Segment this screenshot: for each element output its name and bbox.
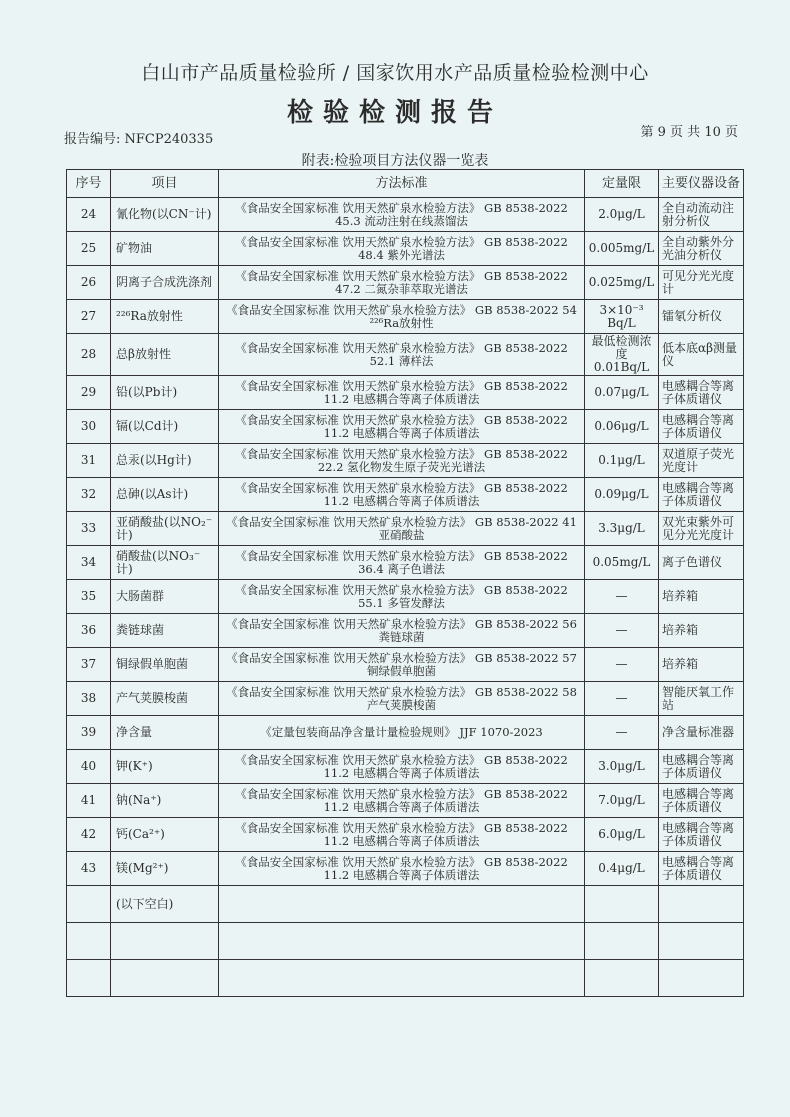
row-item: 矿物油 bbox=[111, 232, 219, 266]
blank-row bbox=[67, 960, 744, 997]
row-equipment: 净含量标准器 bbox=[659, 716, 744, 750]
row-equipment: 电感耦合等离子体质谱仪 bbox=[659, 376, 744, 410]
row-limit: 0.005mg/L bbox=[585, 232, 659, 266]
table-row bbox=[67, 682, 744, 716]
row-no: 43 bbox=[67, 852, 111, 886]
row-no: 25 bbox=[67, 232, 111, 266]
row-limit: — bbox=[585, 648, 659, 682]
table-row bbox=[67, 580, 744, 614]
row-method: 《食品安全国家标准 饮用天然矿泉水检验方法》 GB 8538-2022 11.2 电感耦合等离子体质谱法 bbox=[219, 376, 585, 410]
row-equipment: 低本底αβ测量仪 bbox=[659, 334, 744, 376]
row-method: 《食品安全国家标准 饮用天然矿泉水检验方法》 GB 8538-2022 41 亚硝酸盐 bbox=[219, 512, 585, 546]
row-item: 净含量 bbox=[111, 716, 219, 750]
row-no: 37 bbox=[67, 648, 111, 682]
row-no: 28 bbox=[67, 334, 111, 376]
row-item: 镉(以Cd计) bbox=[111, 410, 219, 444]
row-item: 亚硝酸盐(以NO₂⁻计) bbox=[111, 512, 219, 546]
row-equipment: 双道原子荧光光度计 bbox=[659, 444, 744, 478]
row-item: 阴离子合成洗涤剂 bbox=[111, 266, 219, 300]
row-equipment: 双光束紫外可见分光光度计 bbox=[659, 512, 744, 546]
row-no: 29 bbox=[67, 376, 111, 410]
row-equipment: 镭氡分析仪 bbox=[659, 300, 744, 334]
row-no: 24 bbox=[67, 198, 111, 232]
end-note: (以下空白) bbox=[111, 886, 219, 923]
row-method: 《食品安全国家标准 饮用天然矿泉水检验方法》 GB 8538-2022 47.2 二氮杂菲萃取光谱法 bbox=[219, 266, 585, 300]
row-no: 36 bbox=[67, 614, 111, 648]
header-limit: 定量限 bbox=[585, 170, 659, 198]
row-equipment: 电感耦合等离子体质谱仪 bbox=[659, 750, 744, 784]
row-limit: — bbox=[585, 580, 659, 614]
row-equipment: 智能厌氧工作站 bbox=[659, 682, 744, 716]
report-number: 报告编号: NFCP240335 bbox=[64, 132, 214, 147]
row-equipment: 电感耦合等离子体质谱仪 bbox=[659, 478, 744, 512]
table-row bbox=[67, 198, 744, 232]
row-no: 39 bbox=[67, 716, 111, 750]
end-note-row bbox=[67, 886, 744, 923]
row-limit: 0.06μg/L bbox=[585, 410, 659, 444]
row-equipment: 培养箱 bbox=[659, 614, 744, 648]
row-equipment: 离子色谱仪 bbox=[659, 546, 744, 580]
row-equipment: 培养箱 bbox=[659, 648, 744, 682]
table-row bbox=[67, 334, 744, 376]
row-limit: — bbox=[585, 682, 659, 716]
table-row bbox=[67, 410, 744, 444]
row-item: 总汞(以Hg计) bbox=[111, 444, 219, 478]
row-no: 33 bbox=[67, 512, 111, 546]
methods-table bbox=[66, 169, 744, 997]
table-row bbox=[67, 300, 744, 334]
row-item: 粪链球菌 bbox=[111, 614, 219, 648]
row-no: 40 bbox=[67, 750, 111, 784]
table-row bbox=[67, 614, 744, 648]
row-no: 32 bbox=[67, 478, 111, 512]
row-limit: 0.1μg/L bbox=[585, 444, 659, 478]
row-no: 31 bbox=[67, 444, 111, 478]
row-item: 钾(K⁺) bbox=[111, 750, 219, 784]
row-equipment: 可见分光光度计 bbox=[659, 266, 744, 300]
row-limit: 0.05mg/L bbox=[585, 546, 659, 580]
row-limit: 0.025mg/L bbox=[585, 266, 659, 300]
row-no: 38 bbox=[67, 682, 111, 716]
report-title: 检验检测报告 bbox=[286, 98, 503, 128]
row-method: 《食品安全国家标准 饮用天然矿泉水检验方法》 GB 8538-2022 11.2 电感耦合等离子体质谱法 bbox=[219, 852, 585, 886]
row-item: 总β放射性 bbox=[111, 334, 219, 376]
row-method: 《定量包装商品净含量计量检验规则》 JJF 1070-2023 bbox=[219, 716, 585, 750]
table-row bbox=[67, 784, 744, 818]
row-equipment: 电感耦合等离子体质谱仪 bbox=[659, 818, 744, 852]
row-no: 41 bbox=[67, 784, 111, 818]
header-equipment: 主要仪器设备 bbox=[659, 170, 744, 198]
row-method: 《食品安全国家标准 饮用天然矿泉水检验方法》 GB 8538-2022 45.3 流动注射在线蒸馏法 bbox=[219, 198, 585, 232]
table-row bbox=[67, 478, 744, 512]
row-method: 《食品安全国家标准 饮用天然矿泉水检验方法》 GB 8538-2022 36.4 离子色谱法 bbox=[219, 546, 585, 580]
row-method: 《食品安全国家标准 饮用天然矿泉水检验方法》 GB 8538-2022 54 ²²⁶Ra放射性 bbox=[219, 300, 585, 334]
row-limit: — bbox=[585, 716, 659, 750]
row-limit: 2.0μg/L bbox=[585, 198, 659, 232]
row-item: 铅(以Pb计) bbox=[111, 376, 219, 410]
row-limit: 7.0μg/L bbox=[585, 784, 659, 818]
row-no: 26 bbox=[67, 266, 111, 300]
row-item: 产气荚膜梭菌 bbox=[111, 682, 219, 716]
row-item: 总砷(以As计) bbox=[111, 478, 219, 512]
table-row bbox=[67, 750, 744, 784]
row-limit: 0.4μg/L bbox=[585, 852, 659, 886]
table-row bbox=[67, 444, 744, 478]
row-method: 《食品安全国家标准 饮用天然矿泉水检验方法》 GB 8538-2022 58 产气荚膜梭菌 bbox=[219, 682, 585, 716]
row-item: ²²⁶Ra放射性 bbox=[111, 300, 219, 334]
appendix-title: 附表:检验项目方法仪器一览表 bbox=[301, 153, 489, 169]
row-limit: 6.0μg/L bbox=[585, 818, 659, 852]
table-row bbox=[67, 232, 744, 266]
row-limit: 0.07μg/L bbox=[585, 376, 659, 410]
row-method: 《食品安全国家标准 饮用天然矿泉水检验方法》 GB 8538-2022 11.2 电感耦合等离子体质谱法 bbox=[219, 818, 585, 852]
row-item: 硝酸盐(以NO₃⁻计) bbox=[111, 546, 219, 580]
row-equipment: 电感耦合等离子体质谱仪 bbox=[659, 852, 744, 886]
table-row bbox=[67, 512, 744, 546]
row-equipment: 电感耦合等离子体质谱仪 bbox=[659, 784, 744, 818]
row-no: 30 bbox=[67, 410, 111, 444]
table-row bbox=[67, 716, 744, 750]
table-row bbox=[67, 648, 744, 682]
row-equipment: 全自动紫外分光油分析仪 bbox=[659, 232, 744, 266]
row-item: 钠(Na⁺) bbox=[111, 784, 219, 818]
row-equipment: 培养箱 bbox=[659, 580, 744, 614]
table-row bbox=[67, 546, 744, 580]
header-method: 方法标准 bbox=[219, 170, 585, 198]
row-limit: 3.0μg/L bbox=[585, 750, 659, 784]
table-row bbox=[67, 376, 744, 410]
row-equipment: 全自动流动注射分析仪 bbox=[659, 198, 744, 232]
row-method: 《食品安全国家标准 饮用天然矿泉水检验方法》 GB 8538-2022 55.1 多管发酵法 bbox=[219, 580, 585, 614]
row-item: 钙(Ca²⁺) bbox=[111, 818, 219, 852]
page-number: 第 9 页 共 10 页 bbox=[640, 125, 738, 140]
header-no: 序号 bbox=[67, 170, 111, 198]
row-no: 42 bbox=[67, 818, 111, 852]
row-method: 《食品安全国家标准 饮用天然矿泉水检验方法》 GB 8538-2022 11.2 电感耦合等离子体质谱法 bbox=[219, 784, 585, 818]
row-item: 大肠菌群 bbox=[111, 580, 219, 614]
row-method: 《食品安全国家标准 饮用天然矿泉水检验方法》 GB 8538-2022 48.4 紫外光谱法 bbox=[219, 232, 585, 266]
row-limit: 0.09μg/L bbox=[585, 478, 659, 512]
organization-name: 白山市产品质量检验所 / 国家饮用水产品质量检验检测中心 bbox=[141, 62, 649, 84]
row-no: 27 bbox=[67, 300, 111, 334]
row-limit: 最低检测浓度0.01Bq/L bbox=[585, 334, 659, 376]
table-row bbox=[67, 852, 744, 886]
table-header-row bbox=[67, 170, 744, 198]
blank-row bbox=[67, 923, 744, 960]
header-item: 项目 bbox=[111, 170, 219, 198]
row-method: 《食品安全国家标准 饮用天然矿泉水检验方法》 GB 8538-2022 57 铜绿假单胞菌 bbox=[219, 648, 585, 682]
row-limit: — bbox=[585, 614, 659, 648]
row-method: 《食品安全国家标准 饮用天然矿泉水检验方法》 GB 8538-2022 52.1 薄样法 bbox=[219, 334, 585, 376]
row-method: 《食品安全国家标准 饮用天然矿泉水检验方法》 GB 8538-2022 56 粪链球菌 bbox=[219, 614, 585, 648]
row-method: 《食品安全国家标准 饮用天然矿泉水检验方法》 GB 8538-2022 11.2 电感耦合等离子体质谱法 bbox=[219, 410, 585, 444]
row-item: 氰化物(以CN⁻计) bbox=[111, 198, 219, 232]
row-limit: 3.3μg/L bbox=[585, 512, 659, 546]
row-limit: 3×10⁻³ Bq/L bbox=[585, 300, 659, 334]
row-equipment: 电感耦合等离子体质谱仪 bbox=[659, 410, 744, 444]
row-method: 《食品安全国家标准 饮用天然矿泉水检验方法》 GB 8538-2022 11.2 电感耦合等离子体质谱法 bbox=[219, 478, 585, 512]
row-method: 《食品安全国家标准 饮用天然矿泉水检验方法》 GB 8538-2022 11.2 电感耦合等离子体质谱法 bbox=[219, 750, 585, 784]
row-no: 34 bbox=[67, 546, 111, 580]
row-no: 35 bbox=[67, 580, 111, 614]
row-method: 《食品安全国家标准 饮用天然矿泉水检验方法》 GB 8538-2022 22.2 氢化物发生原子荧光光谱法 bbox=[219, 444, 585, 478]
row-item: 镁(Mg²⁺) bbox=[111, 852, 219, 886]
row-item: 铜绿假单胞菌 bbox=[111, 648, 219, 682]
table-row bbox=[67, 266, 744, 300]
table-row bbox=[67, 818, 744, 852]
